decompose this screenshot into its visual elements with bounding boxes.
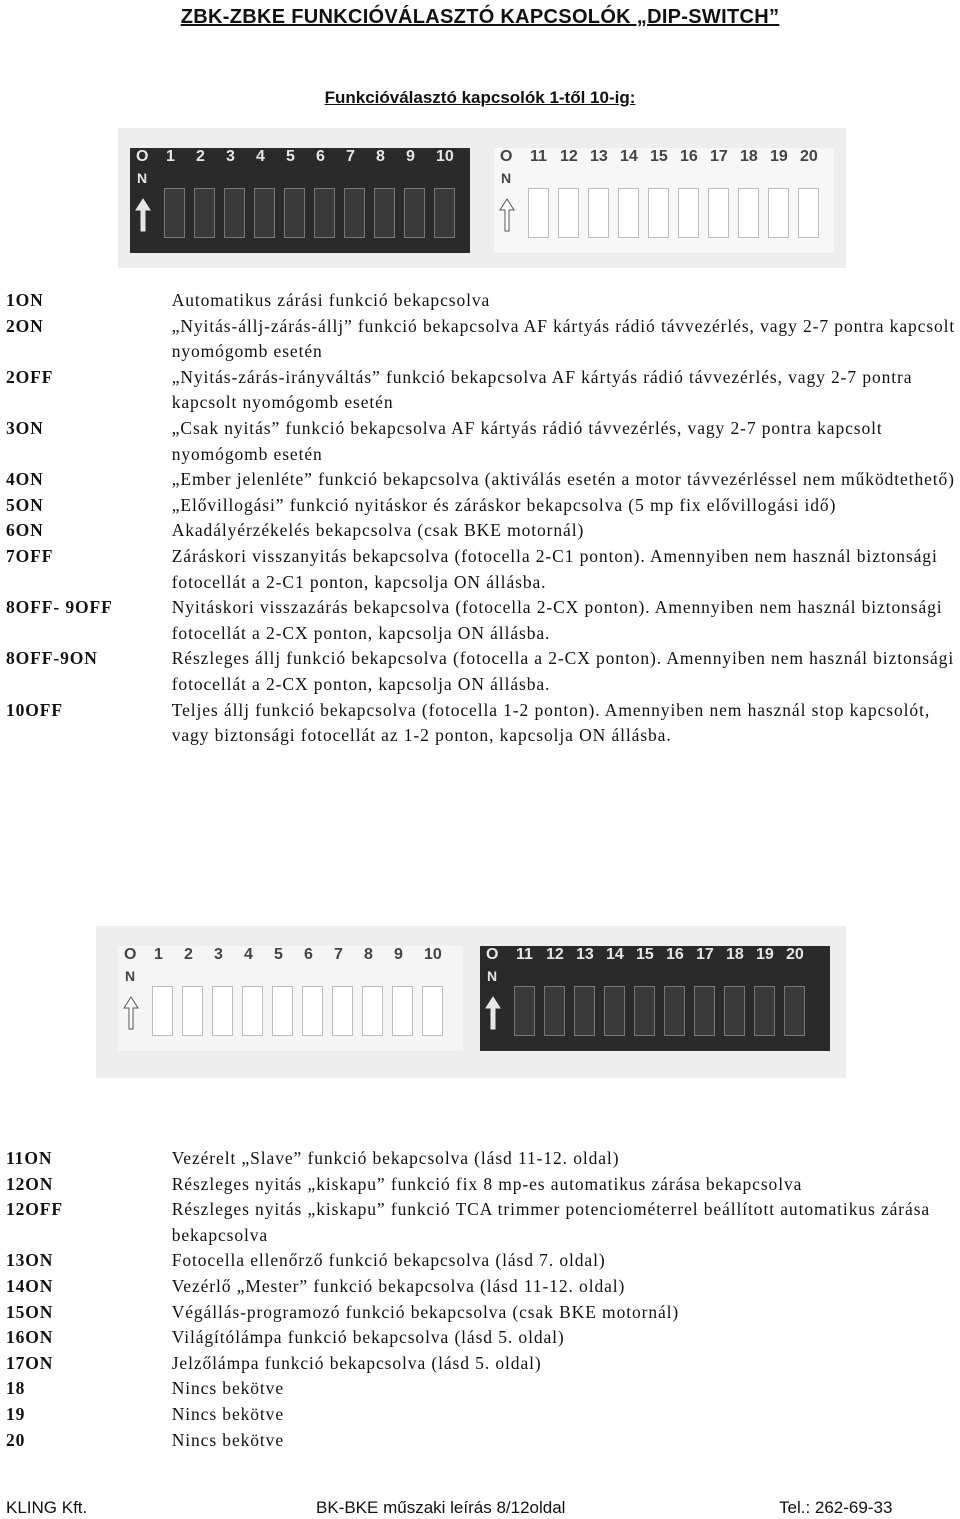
function-description: „Elővillogási” funkció nyitáskor és záráskor bekapcsolva (5 mp fix elővillogási idő) xyxy=(171,494,837,515)
function-description: Részleges nyitás „kiskapu” funkció TCA trimmer potenciométerrel beállított automatikus zárása bekapcsolva xyxy=(171,1199,931,1245)
switch-code: 11ON xyxy=(6,1148,53,1168)
function-description: Vezérlő „Mester” funkció bekapcsolva (lásd 11-12. oldal) xyxy=(171,1275,626,1296)
footer-company: KLING Kft. xyxy=(6,1498,88,1517)
switch-code: 16ON xyxy=(6,1327,54,1348)
dip-switch-number: 5 xyxy=(274,946,283,963)
dip-switch-number: 7 xyxy=(334,946,343,963)
dip-switch-slot xyxy=(284,188,305,238)
dip-switch-number: 16 xyxy=(666,946,684,963)
function-row xyxy=(6,1146,960,1172)
dip-switch-number: 10 xyxy=(436,148,454,165)
function-description: Nincs bekötve xyxy=(171,1378,285,1399)
dip-switch-image-bottom xyxy=(96,926,846,1078)
dip-switch-number: 19 xyxy=(770,148,788,165)
function-row xyxy=(6,1402,960,1428)
dip-switch-slot xyxy=(784,986,805,1036)
dip-switch-slot xyxy=(152,986,173,1036)
function-row xyxy=(6,314,960,365)
dip-switch-number: 9 xyxy=(394,946,403,963)
dip-switch-number: 15 xyxy=(636,946,654,963)
dip-switch-slot xyxy=(544,986,565,1036)
dip-switch-number: 6 xyxy=(316,148,325,165)
switch-code: 1ON xyxy=(6,290,44,310)
function-row xyxy=(6,1351,960,1377)
function-description: Nyitáskori visszazárás bekapcsolva (fotocella 2-CX ponton). Amennyiben nem használ biztonsági fotocellát a 2-CX ponton, kapcsolja ON állásba. xyxy=(171,597,943,643)
dip-on-label-n: N xyxy=(501,170,512,186)
function-description: Teljes állj funkció bekapcsolva (fotocella 1-2 ponton). Amennyiben nem használ stop kapcsolót, vagy biztonsági fotocellát az 1-2 ponton, kapcsolja ON állásba. xyxy=(171,699,931,746)
dip-switch-number: 11 xyxy=(530,148,547,165)
switch-code: 2ON xyxy=(6,315,44,336)
function-row xyxy=(6,518,960,544)
dip-switch-slot xyxy=(182,986,203,1036)
dip-switch-number: 8 xyxy=(376,148,385,165)
function-description: Nincs bekötve xyxy=(171,1429,285,1450)
dip-switch-number: 18 xyxy=(740,148,758,165)
dip-switch-slot xyxy=(664,986,685,1036)
dip-on-label-n: N xyxy=(487,968,498,984)
page-footer xyxy=(0,1498,960,1518)
dip-bank-1-10 xyxy=(118,946,463,1051)
dip-switch-slot xyxy=(754,986,775,1036)
function-row xyxy=(6,646,960,697)
dip-switch-number: 3 xyxy=(226,148,235,165)
switch-code: 2OFF xyxy=(6,366,54,387)
dip-on-label-n: N xyxy=(125,968,136,984)
dip-switch-slot xyxy=(254,188,275,238)
function-row xyxy=(6,467,960,493)
dip-switch-number: 12 xyxy=(560,148,578,165)
dip-on-label-n: N xyxy=(137,170,148,186)
switch-code: 20 xyxy=(6,1429,26,1450)
function-list-11-20 xyxy=(6,1146,960,1453)
switch-code: 18 xyxy=(6,1378,26,1399)
function-description: Fotocella ellenőrző funkció bekapcsolva (lásd 7. oldal) xyxy=(171,1250,606,1271)
switch-code: 7OFF xyxy=(6,545,54,566)
dip-switch-number: 5 xyxy=(286,148,295,165)
dip-switch-number: 17 xyxy=(696,946,714,963)
function-row xyxy=(6,698,960,749)
function-row xyxy=(6,1172,960,1198)
function-row xyxy=(6,1197,960,1248)
dip-switch-slot xyxy=(738,188,759,238)
dip-switch-number: 16 xyxy=(680,148,698,165)
switch-code: 8OFF- 9OFF xyxy=(6,597,113,618)
function-description: „Csak nyitás” funkció bekapcsolva AF kártyás rádió távvezérlés, vagy 2-7 pontra kapcsolt nyomógomb esetén xyxy=(171,417,883,464)
function-description: Részleges nyitás „kiskapu” funkció fix 8 mp-es automatikus zárása bekapcsolva xyxy=(171,1173,803,1194)
dip-switch-slot xyxy=(272,986,293,1036)
function-description: „Nyitás-zárás-irányváltás” funkció bekapcsolva AF kártyás rádió távvezérlés, vagy 2-7 pontra kapcsolt nyomógomb esetén xyxy=(171,366,913,413)
switch-code: 19 xyxy=(6,1403,26,1424)
dip-switch-number: 7 xyxy=(346,148,355,165)
dip-switch-slot xyxy=(574,986,595,1036)
switch-code: 10OFF xyxy=(6,699,63,720)
function-row xyxy=(6,365,960,416)
dip-switch-slot xyxy=(528,188,549,238)
dip-on-label: O xyxy=(136,148,149,165)
function-row xyxy=(6,1300,960,1326)
up-arrow-icon xyxy=(499,198,515,232)
switch-code: 15ON xyxy=(6,1301,54,1322)
switch-code: 6ON xyxy=(6,520,44,541)
dip-switch-slot xyxy=(618,188,639,238)
dip-switch-slot xyxy=(422,986,443,1036)
up-arrow-icon xyxy=(135,198,151,232)
dip-switch-number: 1 xyxy=(154,946,163,963)
section-subtitle: Funkcióválasztó kapcsolók 1-től 10-ig: xyxy=(324,88,636,107)
dip-switch-number: 14 xyxy=(620,148,638,165)
dip-switch-slot xyxy=(604,986,625,1036)
dip-bank-1-10 xyxy=(130,148,470,253)
dip-switch-number: 3 xyxy=(214,946,223,963)
dip-switch-number: 13 xyxy=(576,946,594,963)
function-row xyxy=(6,493,960,519)
dip-switch-slot xyxy=(514,986,535,1036)
dip-switch-number: 17 xyxy=(710,148,728,165)
switch-code: 13ON xyxy=(6,1250,54,1271)
dip-switch-slot xyxy=(634,986,655,1036)
dip-switch-number: 4 xyxy=(256,148,265,165)
dip-switch-number: 13 xyxy=(590,148,608,165)
function-row xyxy=(6,1274,960,1300)
dip-switch-slot xyxy=(648,188,669,238)
dip-switch-number: 9 xyxy=(406,148,415,165)
function-description: Automatikus zárási funkció bekapcsolva xyxy=(171,290,491,310)
dip-switch-slot xyxy=(194,188,215,238)
dip-switch-number: 20 xyxy=(800,148,818,165)
function-row xyxy=(6,1376,960,1402)
dip-switch-number: 6 xyxy=(304,946,313,963)
function-description: „Ember jelenléte” funkció bekapcsolva (aktiválás esetén a motor távvezérléssel nem működtethető) xyxy=(171,469,955,490)
function-description: Nincs bekötve xyxy=(171,1403,285,1424)
up-arrow-icon xyxy=(123,996,139,1030)
function-description: Végállás-programozó funkció bekapcsolva (csak BKE motornál) xyxy=(171,1301,680,1322)
dip-switch-slot xyxy=(724,986,745,1036)
function-description: Akadályérzékelés bekapcsolva (csak BKE motornál) xyxy=(171,520,585,541)
dip-switch-slot xyxy=(558,188,579,238)
function-list-1-10 xyxy=(6,288,960,749)
function-row xyxy=(6,1428,960,1454)
dip-switch-slot xyxy=(678,188,699,238)
switch-code: 4ON xyxy=(6,469,44,490)
dip-switch-slot xyxy=(374,188,395,238)
dip-on-label: O xyxy=(124,946,137,963)
switch-code: 3ON xyxy=(6,417,44,438)
dip-switch-number: 12 xyxy=(546,946,564,963)
switch-code: 5ON xyxy=(6,494,44,515)
dip-switch-number: 2 xyxy=(196,148,205,165)
function-description: Vezérelt „Slave” funkció bekapcsolva (lásd 11-12. oldal) xyxy=(171,1148,620,1168)
switch-code: 8OFF-9ON xyxy=(6,648,98,669)
dip-switch-slot xyxy=(434,188,455,238)
function-row xyxy=(6,416,960,467)
function-description: Részleges állj funkció bekapcsolva (fotocella a 2-CX ponton). Amennyiben nem használ biztonsági fotocellát a 2-CX ponton, kapcsolja ON állásba. xyxy=(171,648,955,694)
dip-switch-number: 10 xyxy=(424,946,442,963)
footer-doc-info: BK-BKE műszaki leírás 8/12oldal xyxy=(316,1498,566,1517)
dip-switch-number: 20 xyxy=(786,946,804,963)
dip-switch-slot xyxy=(404,188,425,238)
dip-switch-slot xyxy=(768,188,789,238)
dip-switch-slot xyxy=(694,986,715,1036)
dip-switch-image-top xyxy=(118,128,846,268)
dip-switch-slot xyxy=(302,986,323,1036)
function-row xyxy=(6,544,960,595)
dip-bank-11-20 xyxy=(480,946,830,1051)
dip-switch-number: 18 xyxy=(726,946,744,963)
dip-switch-number: 8 xyxy=(364,946,373,963)
dip-switch-number: 14 xyxy=(606,946,624,963)
dip-switch-number: 11 xyxy=(516,946,533,963)
dip-switch-number: 1 xyxy=(166,148,175,165)
function-description: Záráskori visszanyitás bekapcsolva (fotocella 2-C1 ponton). Amennyiben nem használ biztonsági fotocellát a 2-C1 ponton, kapcsolja ON állásba. xyxy=(171,545,938,592)
function-row xyxy=(6,1248,960,1274)
switch-code: 14ON xyxy=(6,1275,54,1296)
dip-switch-slot xyxy=(242,986,263,1036)
dip-switch-slot xyxy=(314,188,335,238)
dip-switch-slot xyxy=(588,188,609,238)
dip-switch-slot xyxy=(212,986,233,1036)
dip-switch-slot xyxy=(798,188,819,238)
dip-switch-number: 2 xyxy=(184,946,193,963)
dip-switch-slot xyxy=(332,986,353,1036)
footer-phone: Tel.: 262-69-33 xyxy=(779,1498,893,1517)
function-row xyxy=(6,1325,960,1351)
dip-switch-slot xyxy=(344,188,365,238)
function-description: „Nyitás-állj-zárás-állj” funkció bekapcsolva AF kártyás rádió távvezérlés, vagy 2-7 pontra kapcsolt nyomógomb esetén xyxy=(171,315,956,362)
dip-on-label: O xyxy=(486,946,499,963)
switch-code: 12OFF xyxy=(6,1199,63,1220)
dip-switch-slot xyxy=(392,986,413,1036)
function-description: Jelzőlámpa funkció bekapcsolva (lásd 5. oldal) xyxy=(171,1352,542,1373)
function-row xyxy=(6,288,960,314)
dip-switch-number: 15 xyxy=(650,148,668,165)
switch-code: 12ON xyxy=(6,1173,54,1194)
dip-bank-11-20 xyxy=(494,148,834,253)
dip-switch-number: 4 xyxy=(244,946,253,963)
dip-switch-slot xyxy=(164,188,185,238)
dip-switch-slot xyxy=(708,188,729,238)
dip-on-label: O xyxy=(500,148,513,165)
dip-switch-slot xyxy=(362,986,383,1036)
function-row xyxy=(6,595,960,646)
dip-switch-slot xyxy=(224,188,245,238)
up-arrow-icon xyxy=(485,996,501,1030)
page-title: ZBK-ZBKE FUNKCIÓVÁLASZTÓ KAPCSOLÓK „DIP-SWITCH” xyxy=(180,6,780,28)
switch-code: 17ON xyxy=(6,1352,54,1373)
dip-switch-number: 19 xyxy=(756,946,774,963)
function-description: Világítólámpa funkció bekapcsolva (lásd 5. oldal) xyxy=(171,1327,565,1348)
